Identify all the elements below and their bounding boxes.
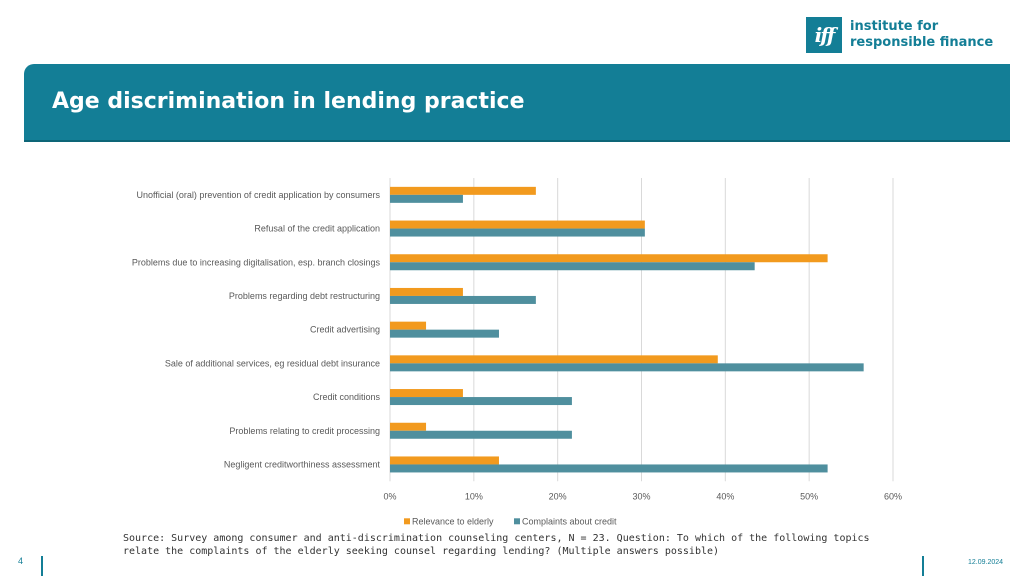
logo-mark-text: iff	[814, 23, 834, 47]
source-note: Source: Survey among consumer and anti-discrimination counseling centers, N = 23. Question: To which of the following topics relate the complaints of the elderly seeking counsel regarding lending? (Multiple answers possible)	[123, 533, 870, 557]
category-label: Sale of additional services, eg residual debt insurance	[164, 358, 380, 369]
footer-rule-right	[922, 556, 924, 576]
legend-label: Complaints about credit	[522, 516, 617, 527]
footer-date: 12.09.2024	[968, 559, 1004, 566]
category-label: Problems due to increasing digitalisation, esp. branch closings	[131, 257, 380, 268]
chart-legend	[404, 516, 617, 526]
category-labels	[132, 190, 381, 470]
x-tick-label: 50%	[800, 491, 819, 502]
logo-wordmark	[850, 19, 993, 51]
bar-relevance-to-elderly	[390, 254, 828, 262]
iff-logo	[806, 16, 996, 54]
legend-label: Relevance to elderly	[412, 516, 494, 527]
bar-relevance-to-elderly	[390, 187, 536, 195]
bar-complaints-about-credit	[390, 296, 536, 304]
x-axis-tick-labels	[383, 491, 902, 501]
title-banner	[24, 64, 1010, 142]
bar-complaints-about-credit	[390, 464, 828, 472]
bar-relevance-to-elderly	[390, 423, 426, 431]
category-label: Refusal of the credit application	[254, 223, 380, 234]
category-label: Credit conditions	[312, 392, 380, 403]
bar-complaints-about-credit	[390, 262, 755, 270]
category-label: Negligent creditworthiness assessment	[223, 459, 380, 470]
footer-rule-left	[41, 556, 43, 576]
x-tick-label: 10%	[464, 491, 483, 502]
bar-relevance-to-elderly	[390, 355, 718, 363]
horizontal-bar-chart	[0, 160, 1024, 527]
legend-swatch	[404, 518, 410, 524]
bar-complaints-about-credit	[390, 229, 645, 237]
slide-title: Age discrimination in lending practice	[52, 89, 525, 114]
bar-relevance-to-elderly	[390, 456, 499, 464]
bar-relevance-to-elderly	[390, 288, 463, 296]
logo-line-1: institute for	[850, 19, 939, 34]
x-tick-label: 40%	[716, 491, 735, 502]
bar-complaints-about-credit	[390, 397, 572, 405]
category-label: Problems regarding debt restructuring	[228, 290, 380, 301]
x-tick-label: 20%	[548, 491, 567, 502]
iff-logo-mark	[806, 17, 842, 53]
category-label: Problems relating to credit processing	[229, 425, 380, 436]
x-tick-label: 60%	[883, 491, 903, 502]
bar-complaints-about-credit	[390, 195, 463, 203]
logo-line-2: responsible finance	[850, 35, 994, 50]
bar-relevance-to-elderly	[390, 322, 426, 330]
bar-complaints-about-credit	[390, 363, 864, 371]
bar-relevance-to-elderly	[390, 221, 645, 229]
bar-complaints-about-credit	[390, 330, 499, 338]
chart-bars	[390, 187, 864, 473]
category-label: Unofficial (oral) prevention of credit application by consumers	[136, 189, 380, 200]
bar-relevance-to-elderly	[390, 389, 463, 397]
category-label: Credit advertising	[309, 324, 380, 335]
page-number: 4	[18, 556, 24, 566]
x-tick-label: 0%	[383, 491, 397, 502]
x-tick-label: 30%	[632, 491, 651, 502]
bar-complaints-about-credit	[390, 431, 572, 439]
legend-swatch	[514, 518, 520, 524]
